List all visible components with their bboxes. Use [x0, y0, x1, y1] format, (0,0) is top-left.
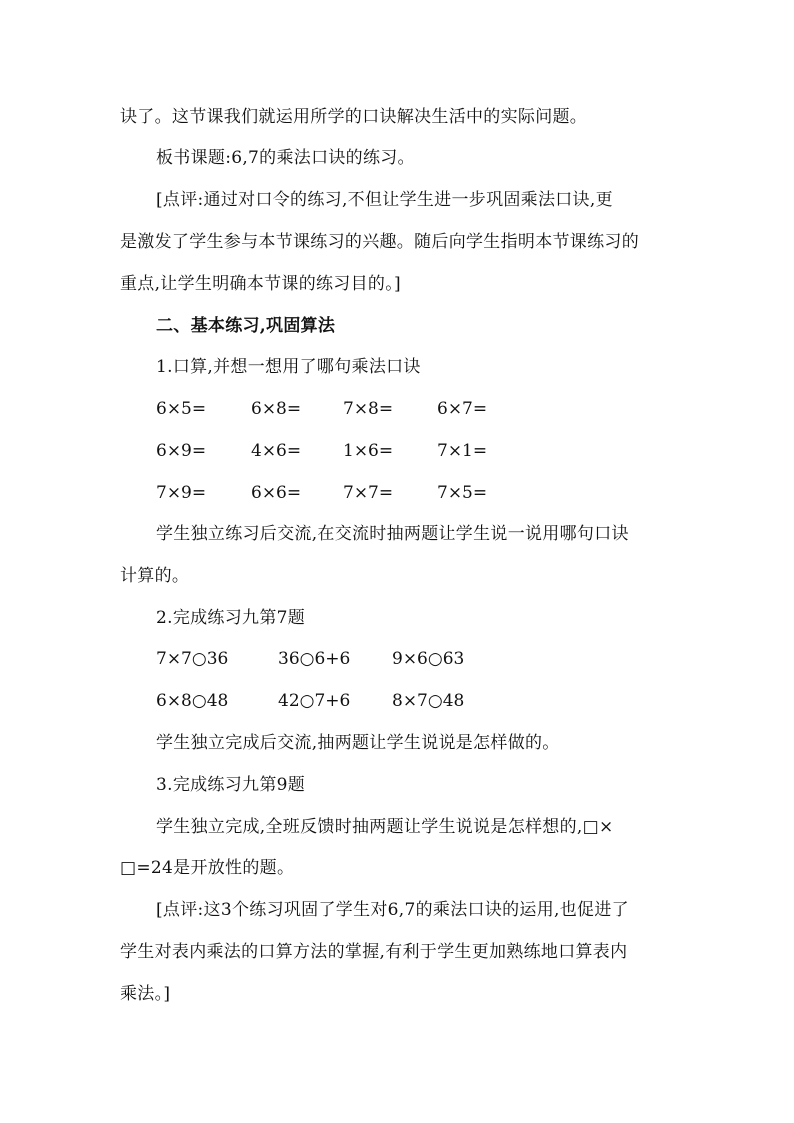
math-item: 8×7○48 [392, 691, 465, 711]
math-item: 6×6= [251, 483, 302, 503]
exercise-heading: 2.完成练习九第7题 [156, 608, 306, 628]
math-item: 6×8○48 [156, 691, 229, 711]
math-item: 42○7+6 [278, 691, 351, 711]
paragraph-line: □=24是开放性的题。 [120, 858, 295, 878]
math-item: 6×7= [437, 399, 488, 419]
math-item: 6×8= [251, 399, 302, 419]
comment-line: 重点,让学生明确本节课的练习目的。] [120, 274, 401, 294]
math-item: 7×7= [343, 483, 394, 503]
math-item: 7×7○36 [156, 649, 229, 669]
math-item: 36○6+6 [278, 649, 351, 669]
lesson-title-line: 板书课题:6,7的乘法口诀的练习。 [156, 148, 415, 168]
paragraph-line: 学生独立练习后交流,在交流时抽两题让学生说一说用哪句口诀 [156, 524, 629, 544]
math-item: 6×9= [156, 441, 207, 461]
math-item: 7×5= [437, 483, 488, 503]
math-item: 1×6= [343, 441, 394, 461]
math-item: 7×1= [437, 441, 488, 461]
exercise-heading: 1.口算,并想一想用了哪句乘法口诀 [156, 357, 421, 377]
section-heading: 二、基本练习,巩固算法 [156, 316, 336, 336]
paragraph-line: 诀了。这节课我们就运用所学的口诀解决生活中的实际问题。 [120, 107, 588, 127]
comment-line: 是激发了学生参与本节课练习的兴趣。随后向学生指明本节课练习的 [120, 232, 639, 252]
math-item: 7×9= [156, 483, 207, 503]
comment-line: [点评:这3个练习巩固了学生对6,7的乘法口诀的运用,也促进了 [156, 900, 629, 920]
math-item: 7×8= [343, 399, 394, 419]
math-item: 9×6○63 [392, 649, 465, 669]
comment-line: [点评:通过对口令的练习,不但让学生进一步巩固乘法口诀,更 [156, 190, 613, 210]
comment-line: 学生对表内乘法的口算方法的掌握,有利于学生更加熟练地口算表内 [120, 942, 628, 962]
comment-line: 乘法。] [120, 984, 171, 1004]
math-item: 4×6= [251, 441, 302, 461]
paragraph-line: 计算的。 [120, 566, 190, 586]
paragraph-line: 学生独立完成,全班反馈时抽两题让学生说说是怎样想的,□× [156, 817, 614, 837]
exercise-heading: 3.完成练习九第9题 [156, 775, 306, 795]
paragraph-line: 学生独立完成后交流,抽两题让学生说说是怎样做的。 [156, 733, 560, 753]
math-item: 6×5= [156, 399, 207, 419]
